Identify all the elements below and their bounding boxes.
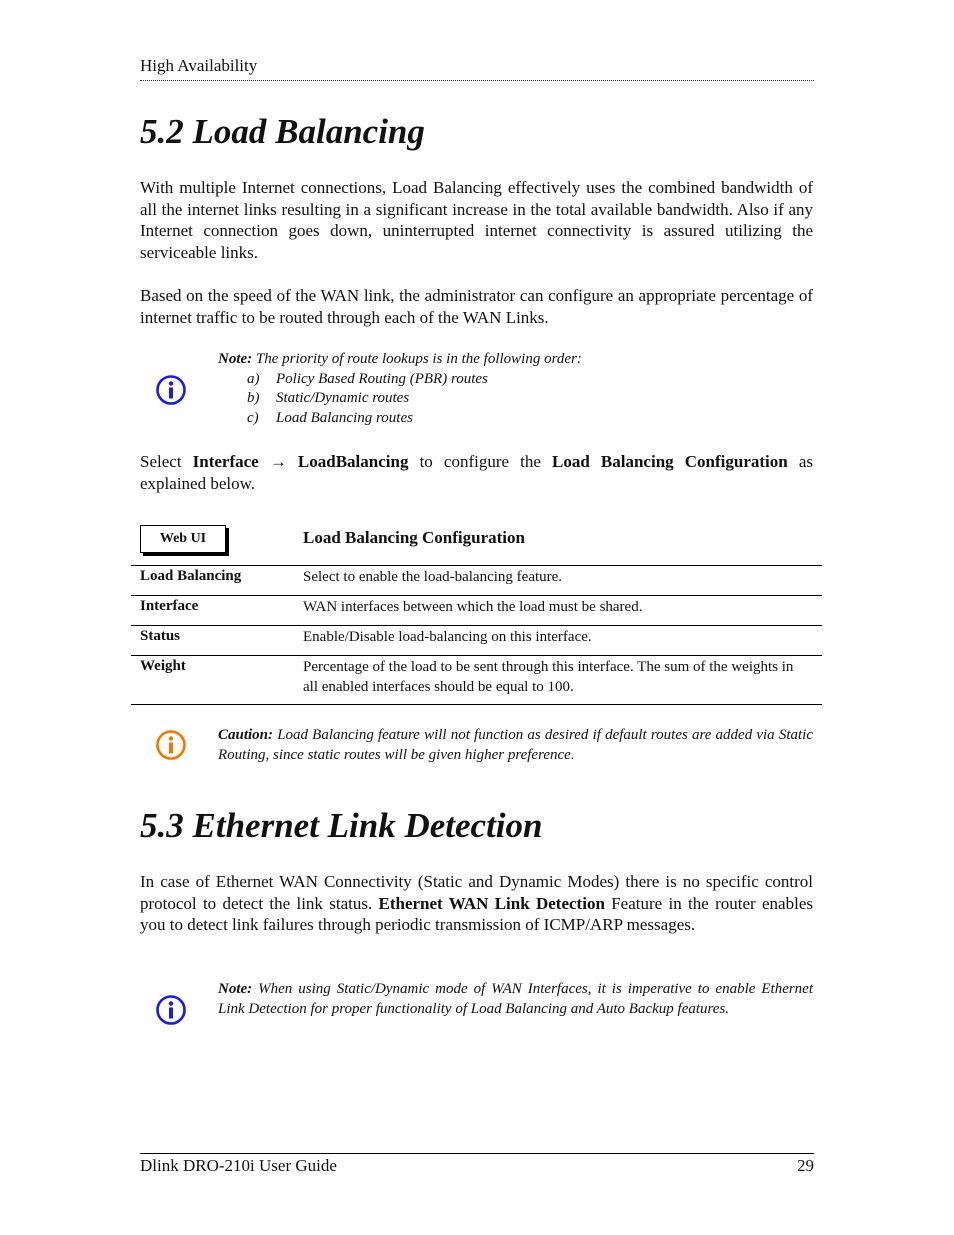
list-item: c) Load Balancing routes [247, 410, 413, 427]
note-label: Note: [218, 981, 253, 997]
table-key: Load Balancing [140, 568, 242, 584]
menu-path-loadbalancing: LoadBalancing [297, 452, 409, 471]
paragraph-speed: Based on the speed of the WAN link, the administrator can configure an appropriate percentage of internet traffic to be routed through each of the WAN Links. [140, 286, 813, 327]
caution-label: Caution: [218, 727, 274, 743]
note-route-priority [218, 350, 778, 429]
table-row [131, 565, 822, 595]
table-key: Interface [140, 598, 199, 614]
menu-path-interface: Interface [192, 452, 259, 471]
note-label: Note: [218, 351, 253, 367]
config-table [131, 565, 822, 705]
paragraph-select: Select Interface → LoadBalancing to configure the Load Balancing Configuration as explained below. [140, 452, 813, 493]
table-key: Status [140, 628, 181, 644]
note-text: When using Static/Dynamic mode of WAN Interfaces, it is imperative to enable Ethernet Link Detection for proper functionality of Load Balancing and Auto Backup features. [218, 981, 814, 1017]
info-icon [156, 995, 186, 1025]
info-icon [156, 375, 186, 405]
caution-text: Load Balancing feature will not function as desired if default routes are added via Static Routing, since static routes will be given higher preference. [218, 727, 813, 763]
table-bottom-rule [131, 704, 822, 705]
caution-note [218, 726, 813, 765]
table-value: Select to enable the load-balancing feature. [303, 569, 563, 585]
page-number: 29 [797, 1156, 814, 1175]
footer-title: Dlink DRO-210i User Guide [140, 1156, 337, 1175]
table-value: Enable/Disable load-balancing on this interface. [303, 629, 592, 645]
web-ui-tag: Web UI [140, 525, 226, 553]
table-value: Percentage of the load to be sent through this interface. The sum of the weights in all enabled interfaces should be equal to 100. [303, 659, 794, 695]
table-row [131, 595, 822, 625]
footer-rule [140, 1153, 814, 1154]
table-row [131, 625, 822, 655]
note-ethernet [218, 980, 813, 1019]
arrow-icon: → [258, 452, 298, 471]
route-order-list [247, 370, 778, 429]
config-name: Load Balancing Configuration [552, 452, 788, 471]
section-title-5-2: 5.2 Load Balancing [140, 112, 425, 151]
paragraph-intro: With multiple Internet connections, Load Balancing effectively uses the combined bandwidth of all the internet links resulting in a significant increase in the total available bandwidth. Also if any Internet connection goes down, uninterrupted internet connectivity is assured utilizing the serviceable links. [140, 178, 813, 263]
feature-name: Ethernet WAN Link Detection [378, 893, 605, 913]
list-item: a) Policy Based Routing (PBR) routes [247, 370, 488, 387]
header-rule [140, 80, 814, 81]
paragraph-ethernet: In case of Ethernet WAN Connectivity (Static and Dynamic Modes) there is no specific control protocol to detect the link status. Ethernet WAN Link Detection Feature in the router enables you to detect link failures through periodic transmission of ICMP/ARP messages. [140, 872, 813, 935]
table-row [131, 655, 822, 704]
table-title: Load Balancing Configuration [303, 528, 525, 547]
caution-icon [156, 730, 186, 760]
table-key: Weight [140, 658, 186, 674]
note-text: The priority of route lookups is in the following order: [255, 351, 582, 367]
list-item: b) Static/Dynamic routes [247, 390, 410, 407]
section-title-5-3: 5.3 Ethernet Link Detection [140, 806, 543, 845]
table-value: WAN interfaces between which the load must be shared. [303, 599, 643, 615]
running-header: High Availability [140, 56, 258, 75]
